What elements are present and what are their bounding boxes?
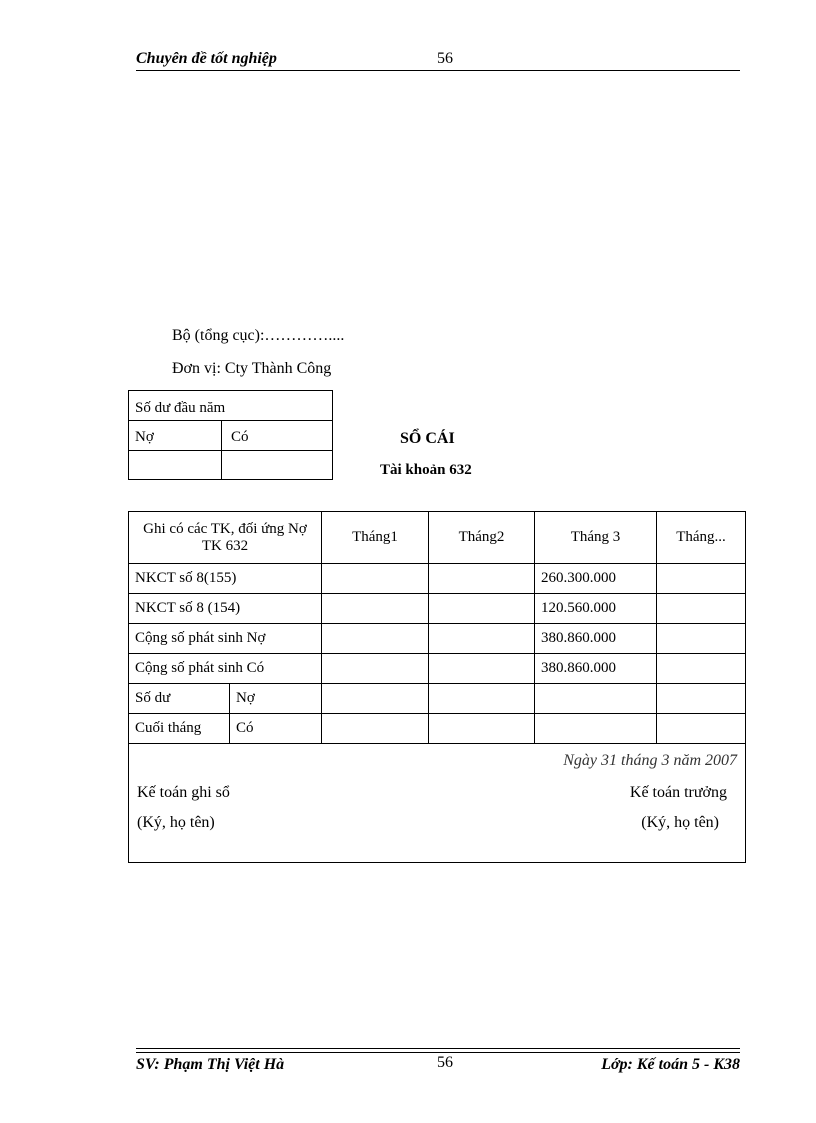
cell-month2 — [429, 594, 535, 624]
cell-month1 — [322, 564, 429, 594]
org-ministry: Bộ (tổng cục):………….... — [172, 327, 345, 344]
cell-month3: 380.860.000 — [535, 624, 657, 654]
org-unit: Đơn vị: Cty Thành Công — [172, 360, 332, 377]
footer-rule-bottom — [136, 1052, 740, 1053]
opening-balance-title: Số dư đầu năm — [135, 400, 226, 416]
header-page-number: 56 — [437, 50, 453, 67]
cell-month-more — [657, 684, 746, 714]
ledger-account: Tài khoản 632 — [380, 462, 472, 478]
balance-row-debit — [129, 684, 746, 714]
table-row — [129, 594, 746, 624]
opening-balance-no-label: Nợ — [135, 429, 154, 445]
opening-balance-box — [128, 390, 333, 480]
cell-month2 — [429, 654, 535, 684]
chief-accountant-role: Kế toán trưởng — [629, 784, 727, 801]
balance-row-credit — [129, 714, 746, 744]
cell-month-more — [657, 594, 746, 624]
cell-month2 — [429, 624, 535, 654]
footer-class: Lớp: Kế toán 5 - K38 — [601, 1056, 740, 1073]
cell-month3: 120.560.000 — [535, 594, 657, 624]
cell-month2 — [429, 684, 535, 714]
balance-co-label: Có — [230, 714, 322, 744]
header-month1: Tháng1 — [322, 512, 429, 564]
row-label: NKCT số 8 (154) — [129, 594, 322, 624]
header-title: Chuyên đề tốt nghiệp — [136, 50, 277, 67]
header-month3: Tháng 3 — [535, 512, 657, 564]
cell-month-more — [657, 564, 746, 594]
header-rule — [136, 70, 740, 71]
cell-month2 — [429, 714, 535, 744]
cell-month-more — [657, 654, 746, 684]
row-label: Cộng số phát sinh Nợ — [129, 624, 322, 654]
table-row — [129, 624, 746, 654]
footer-page-number: 56 — [437, 1054, 453, 1071]
cell-month1 — [322, 594, 429, 624]
cell-month3: 260.300.000 — [535, 564, 657, 594]
cell-month1 — [322, 654, 429, 684]
ledger-table — [128, 511, 746, 744]
chief-accountant-sign-note: (Ký, họ tên) — [641, 814, 719, 831]
bookkeeper-sign-note: (Ký, họ tên) — [137, 814, 215, 831]
cell-month1 — [322, 624, 429, 654]
row-label: Cộng số phát sinh Có — [129, 654, 322, 684]
footer-rule-top — [136, 1048, 740, 1049]
cell-month-more — [657, 624, 746, 654]
cell-month3 — [535, 684, 657, 714]
cell-month1 — [322, 684, 429, 714]
cell-month1 — [322, 714, 429, 744]
signature-box — [128, 743, 746, 863]
opening-balance-divider — [221, 421, 222, 480]
ledger-title: SỔ CÁI — [400, 430, 455, 447]
table-row — [129, 564, 746, 594]
header-month-more: Tháng... — [657, 512, 746, 564]
balance-label: Số dư — [129, 684, 230, 714]
cell-month3: 380.860.000 — [535, 654, 657, 684]
row-label: NKCT số 8(155) — [129, 564, 322, 594]
cell-month3 — [535, 714, 657, 744]
cell-month-more — [657, 714, 746, 744]
ledger-header-row — [129, 512, 746, 564]
header-account-col: Ghi có các TK, đối ứng Nợ TK 632 — [129, 512, 322, 564]
balance-end-label: Cuối tháng — [129, 714, 230, 744]
opening-balance-co-label: Có — [231, 429, 249, 445]
bookkeeper-role: Kế toán ghi sổ — [137, 784, 230, 801]
footer-student: SV: Phạm Thị Việt Hà — [136, 1056, 285, 1073]
header-month2: Tháng2 — [429, 512, 535, 564]
cell-month2 — [429, 564, 535, 594]
signature-date: Ngày 31 tháng 3 năm 2007 — [563, 752, 737, 769]
table-row — [129, 654, 746, 684]
balance-no-label: Nợ — [230, 684, 322, 714]
